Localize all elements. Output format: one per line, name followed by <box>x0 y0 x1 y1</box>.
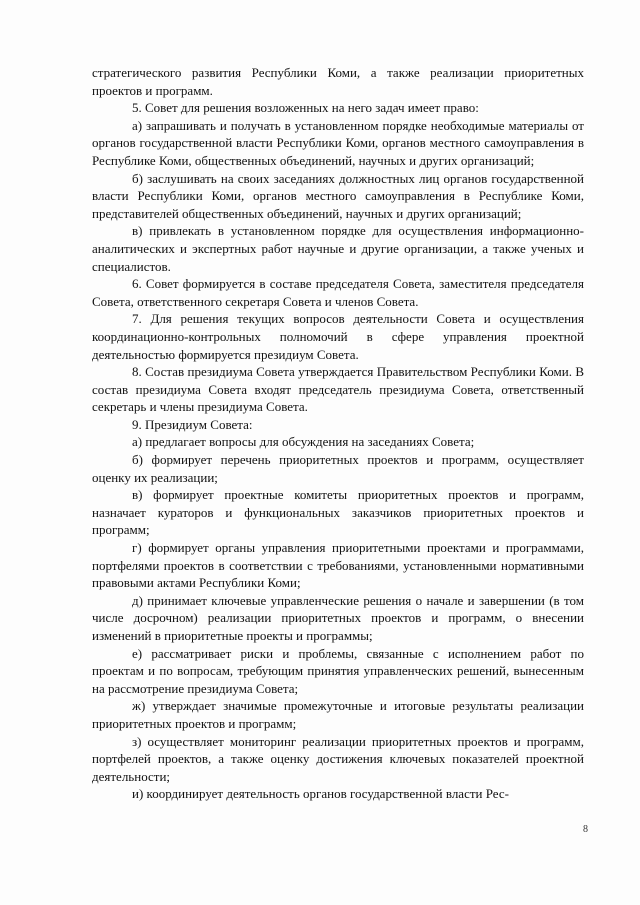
paragraph-item-5v: в) привлекать в установленном порядке для осуществления информационно-аналитических и экспертных работ научные и другие организации, а также ученых и специалистов. <box>92 223 584 274</box>
paragraph-item-5: 5. Совет для решения возложенных на него задач имеет право: <box>132 100 479 116</box>
paragraph-item-9: 9. Президиум Совета: <box>132 416 253 432</box>
paragraph-item-5b: б) заслушивать на своих заседаниях должностных лиц органов государственной власти Республики Коми, органов местного самоуправления в Республике Коми, представителей общественных объединений, научных и других организаций; <box>92 170 584 221</box>
page-number: 8 <box>583 824 588 835</box>
paragraph-item-9g: г) формирует органы управления приоритетными проектами и программами, портфелями проектов в соответствии с требованиями, установленными нормативными правовыми актами Республики Коми; <box>92 540 584 591</box>
paragraph-item-9v: в) формирует проектные комитеты приоритетных проектов и программ, назначает кураторов и функциональных заказчиков приоритетных проектов и программ; <box>92 487 584 538</box>
paragraph-item-7: 7. Для решения текущих вопросов деятельности Совета и осуществления координационно-контрольных полномочий в сфере управления проектной деятельностью формируется президиум Совета. <box>92 311 584 362</box>
paragraph-item-5a: а) запрашивать и получать в установленном порядке необходимые материалы от органов государственной власти Республики Коми, органов местного самоуправления в Республике Коми, общественных объединений, научных и других организаций; <box>92 117 584 168</box>
paragraph-item-8: 8. Состав президиума Совета утверждается Правительством Республики Коми. В состав президиума Совета входят председатель президиума Совета, ответственный секретарь и члены президиума Совета. <box>92 364 584 415</box>
document-body <box>92 64 584 803</box>
paragraph-item-9zh: ж) утверждает значимые промежуточные и итоговые результаты реализации приоритетных проектов и программ; <box>92 698 584 731</box>
paragraph-item-9d: д) принимает ключевые управленческие решения о начале и завершении (в том числе досрочном) реализации приоритетных проектов и программ, о внесении изменений в приоритетные проекты и программы; <box>92 592 584 643</box>
paragraph-item-9b: б) формирует перечень приоритетных проектов и программ, осуществляет оценку их реализации; <box>92 452 584 485</box>
paragraph-item-9a: а) предлагает вопросы для обсуждения на заседаниях Совета; <box>132 434 475 450</box>
paragraph-item-9e: е) рассматривает риски и проблемы, связанные с исполнением работ по проектам и по вопросам, требующим принятия управленческих решений, вынесенным на рассмотрение президиума Совета; <box>92 645 584 696</box>
paragraph-item-6: 6. Совет формируется в составе председателя Совета, заместителя председателя Совета, ответственного секретаря Совета и членов Совета. <box>92 276 584 309</box>
paragraph-continuation: стратегического развития Республики Коми, а также реализации приоритетных проектов и программ. <box>92 65 584 98</box>
paragraph-item-9z: з) осуществляет мониторинг реализации приоритетных проектов и программ, портфелей проектов, а также оценку достижения ключевых показателей проектной деятельности; <box>92 733 584 784</box>
paragraph-item-9i: и) координирует деятельность органов государственной власти Рес- <box>132 786 509 802</box>
